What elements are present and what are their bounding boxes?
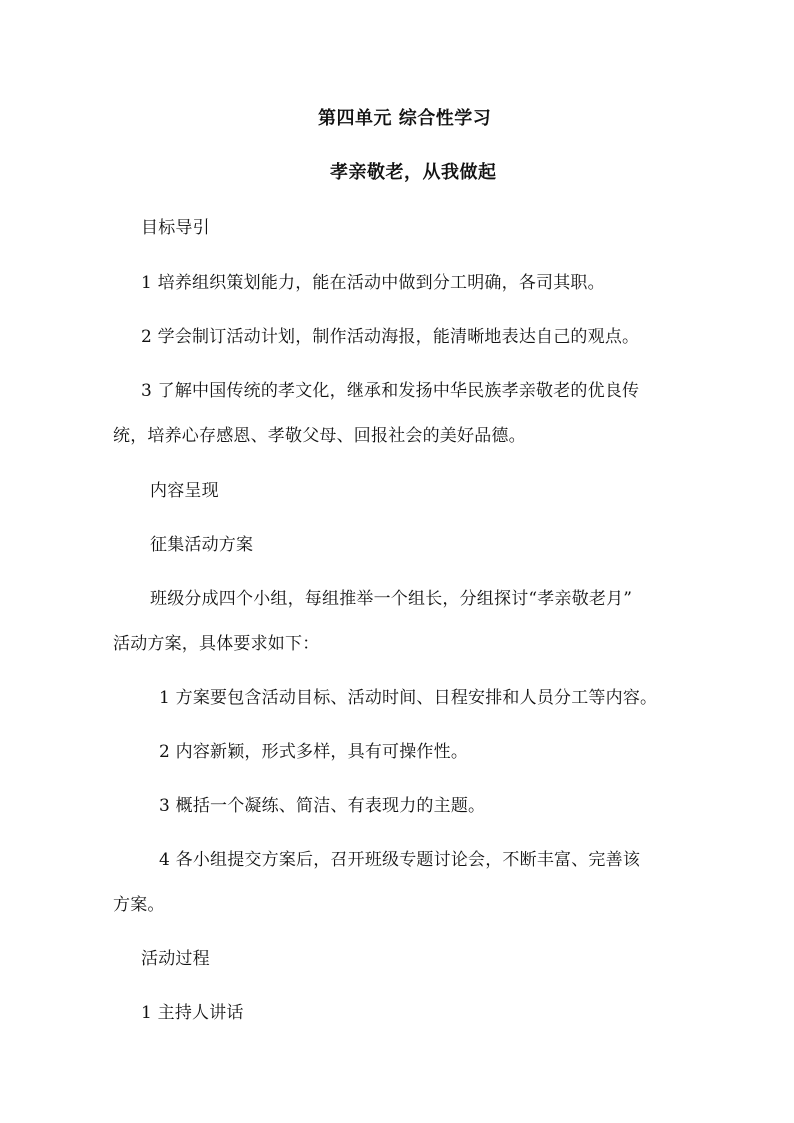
- goal-item-3-cont: 统，培养心存感恩、孝敬父母、回报社会的美好品德。: [113, 426, 526, 446]
- goal-item-1: 1 培养组织策划能力，能在活动中做到分工明确，各司其职。: [141, 273, 605, 293]
- process-heading: 活动过程: [141, 949, 210, 969]
- goal-item-3: 3 了解中国传统的孝文化，继承和发扬中华民族孝亲敬老的优良传: [141, 381, 640, 401]
- requirement-item-3: 3 概括一个凝练、简洁、有表现力的主题。: [159, 796, 486, 816]
- process-item-1: 1 主持人讲话: [141, 1003, 244, 1023]
- document-subtitle: 孝亲敬老，从我做起: [330, 162, 497, 183]
- requirement-item-4-cont: 方案。: [113, 895, 165, 915]
- goal-item-2: 2 学会制订活动计划，制作活动海报，能清晰地表达自己的观点。: [141, 327, 640, 347]
- requirement-item-1: 1 方案要包含活动目标、活动时间、日程安排和人员分工等内容。: [159, 688, 658, 708]
- goals-heading: 目标导引: [141, 218, 210, 238]
- content-subheading: 征集活动方案: [150, 535, 254, 555]
- requirement-item-2: 2 内容新颖，形式多样，具有可操作性。: [159, 742, 469, 762]
- content-heading: 内容呈现: [150, 481, 219, 501]
- content-intro-line-1: 班级分成四个小组，每组推举一个组长，分组探讨“孝亲敬老月”: [150, 589, 633, 609]
- document-title: 第四单元 综合性学习: [318, 108, 492, 129]
- requirement-item-4: 4 各小组提交方案后，召开班级专题讨论会，不断丰富、完善该: [159, 850, 641, 870]
- content-intro-line-2: 活动方案，具体要求如下：: [113, 634, 320, 654]
